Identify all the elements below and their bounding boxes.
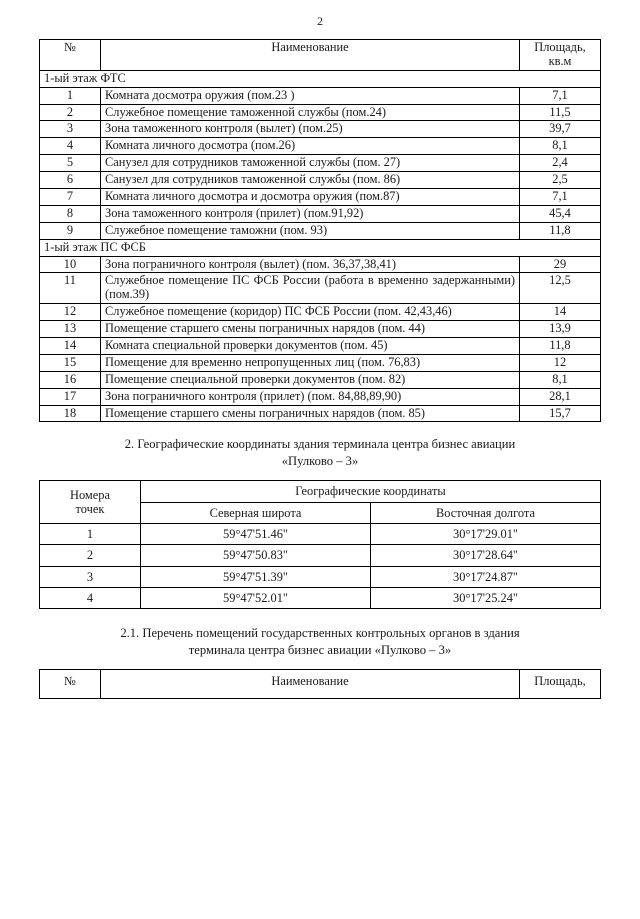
row-name: Зона таможенного контроля (прилет) (пом.91,92) [101,205,520,222]
header-number: № [40,670,101,699]
table-row [40,388,601,405]
table-row [40,256,601,273]
row-name: Помещение старшего смены пограничных нарядов (пом. 44) [101,321,520,338]
table-row [40,354,601,371]
row-number: 1 [40,524,141,545]
section-header-row [40,70,601,87]
row-area: 11,8 [520,222,601,239]
coordinates-table [39,480,601,609]
table-row [40,273,601,304]
coordinates-caption-line2: «Пулково – 3» [281,454,359,469]
table-row [40,104,601,121]
row-name: Служебное помещение ПС ФСБ России (работа в временно задержанными) (пом.39) [101,273,520,304]
table-row [40,121,601,138]
row-number: 14 [40,338,101,355]
header-name: Наименование [101,670,520,699]
row-area: 14 [520,304,601,321]
row-number: 2 [40,104,101,121]
row-area: 13,9 [520,321,601,338]
next-table-header-row [40,670,601,699]
table-row [40,138,601,155]
table-row [40,545,601,566]
row-number: 8 [40,205,101,222]
table-row [40,405,601,422]
header-area-line2: кв.м [548,53,572,68]
table-row [40,87,601,104]
row-name: Санузел для сотрудников таможенной службы (пом. 27) [101,155,520,172]
row-number: 9 [40,222,101,239]
row-name: Комната личного досмотра и досмотра оружия (пом.87) [101,189,520,206]
row-number: 12 [40,304,101,321]
table-row [40,587,601,608]
row-name: Зона пограничного контроля (прилет) (пом. 84,88,89,90) [101,388,520,405]
row-number: 6 [40,172,101,189]
table-row [40,321,601,338]
table-row [40,189,601,206]
document-page [0,14,640,919]
page-number: 2 [317,14,323,28]
row-name: Помещение специальной проверки документов (пом. 82) [101,371,520,388]
row-latitude: 59°47'52.01" [141,587,371,608]
row-latitude: 59°47'51.39" [141,566,371,587]
row-area: 12 [520,354,601,371]
row-area: 39,7 [520,121,601,138]
row-number: 2 [40,545,141,566]
section-header-row [40,239,601,256]
next-table [39,669,601,699]
row-area: 12,5 [520,273,601,304]
row-longitude: 30°17'24.87" [371,566,601,587]
row-area: 2,4 [520,155,601,172]
table-row [40,155,601,172]
row-name: Зона таможенного контроля (вылет) (пом.25) [101,121,520,138]
row-area: 28,1 [520,388,601,405]
row-name: Санузел для сотрудников таможенной службы (пом. 86) [101,172,520,189]
row-number: 1 [40,87,101,104]
row-number: 10 [40,256,101,273]
row-number: 4 [40,138,101,155]
header-area [520,40,601,71]
header-area-line1: Площадь, [534,40,586,54]
row-latitude: 59°47'50.83" [141,545,371,566]
premises-table [39,39,601,422]
row-name: Помещение для временно непропущенных лиц (пом. 76,83) [101,354,520,371]
header-point-line1: Номера [70,487,110,502]
header-name: Наименование [101,40,520,71]
row-number: 3 [40,566,141,587]
premises-table-container [39,39,601,422]
table-row [40,304,601,321]
table-row [40,172,601,189]
row-number: 5 [40,155,101,172]
coordinates-table-body [40,481,601,609]
row-number: 11 [40,273,101,304]
row-area: 2,5 [520,172,601,189]
table-row [40,566,601,587]
header-point-number [40,481,141,524]
premises-list-caption-line1: 2.1. Перечень помещений государственных контрольных органов в здания [120,626,520,641]
premises-table-body [40,40,601,422]
row-name: Комната специальной проверки документов (пом. 45) [101,338,520,355]
header-area: Площадь, [520,670,601,699]
row-name: Служебное помещение таможни (пом. 93) [101,222,520,239]
row-area: 8,1 [520,371,601,388]
row-number: 17 [40,388,101,405]
row-name: Комната личного досмотра (пом.26) [101,138,520,155]
coordinates-table-container [39,480,601,609]
row-number: 15 [40,354,101,371]
table-row [40,338,601,355]
row-number: 16 [40,371,101,388]
table-row [40,524,601,545]
coordinates-caption [50,436,590,470]
next-table-body [40,670,601,699]
next-table-container [39,669,601,699]
table-row [40,222,601,239]
row-area: 45,4 [520,205,601,222]
row-number: 4 [40,587,141,608]
row-longitude: 30°17'25.24" [371,587,601,608]
row-longitude: 30°17'29.01" [371,524,601,545]
row-name: Комната досмотра оружия (пом.23 ) [101,87,520,104]
row-area: 11,8 [520,338,601,355]
row-latitude: 59°47'51.46" [141,524,371,545]
row-number: 13 [40,321,101,338]
row-area: 7,1 [520,189,601,206]
header-longitude: Восточная долгота [371,502,601,523]
header-point-line2: точек [75,502,105,517]
row-name: Зона пограничного контроля (вылет) (пом. 36,37,38,41) [101,256,520,273]
row-name: Служебное помещение таможенной службы (пом.24) [101,104,520,121]
section-title-fsb: 1-ый этаж ПС ФСБ [40,239,601,256]
header-latitude: Северная широта [141,502,371,523]
row-name: Помещение старшего смены пограничных нарядов (пом. 85) [101,405,520,422]
row-area: 8,1 [520,138,601,155]
coordinates-caption-line1: 2. Географические координаты здания терминала центра бизнес авиации [124,437,516,452]
row-number: 18 [40,405,101,422]
row-name: Служебное помещение (коридор) ПС ФСБ России (пом. 42,43,46) [101,304,520,321]
row-longitude: 30°17'28.64" [371,545,601,566]
table-row [40,371,601,388]
row-area: 11,5 [520,104,601,121]
row-number: 3 [40,121,101,138]
row-area: 15,7 [520,405,601,422]
header-number: № [40,40,101,71]
section-title-fts: 1-ый этаж ФТС [40,70,601,87]
coordinates-header-row [40,481,601,502]
row-area: 29 [520,256,601,273]
row-number: 7 [40,189,101,206]
premises-list-caption [60,625,580,659]
table-row [40,205,601,222]
table-header-row [40,40,601,71]
row-area: 7,1 [520,87,601,104]
header-coordinates: Географические координаты [141,481,601,502]
premises-list-caption-line2: терминала центра бизнес авиации «Пулково – 3» [188,643,452,658]
